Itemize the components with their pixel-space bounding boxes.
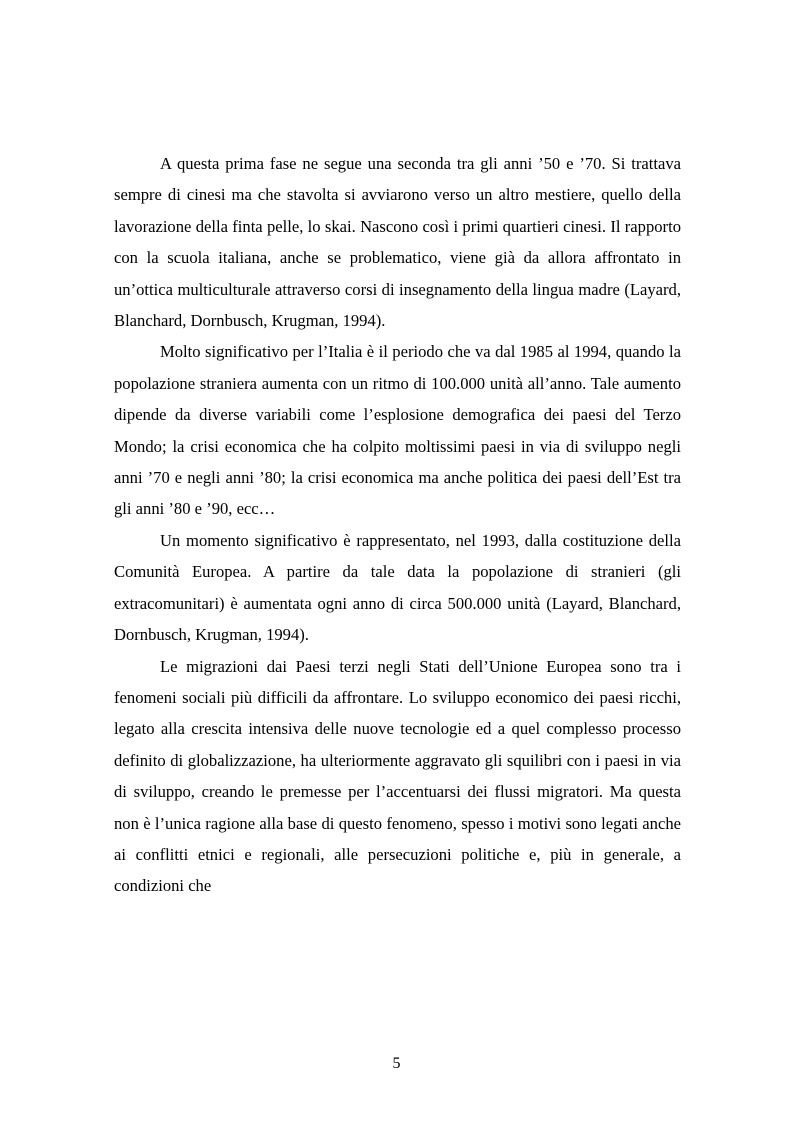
paragraph-4: Le migrazioni dai Paesi terzi negli Stati dell’Unione Europea sono tra i fenomeni sociali più difficili da affrontare. Lo sviluppo economico dei paesi ricchi, legato alla crescita intensiva delle nuove tecnologie ed a quel complesso processo definito di globalizzazione, ha ulteriormente aggravato gli squilibri con i paesi in via di sviluppo, creando le premesse per l’accentuarsi dei flussi migratori. Ma questa non è l’unica ragione alla base di questo fenomeno, spesso i motivi sono legati anche ai conflitti etnici e regionali, alle persecuzioni politiche e, più in generale, a condizioni che xyxy=(114,656,681,896)
paragraph-2: Molto significativo per l’Italia è il periodo che va dal 1985 al 1994, quando la popolazione straniera aumenta con un ritmo di 100.000 unità all’anno. Tale aumento dipende da diverse variabili come l’esplosione demografica dei paesi del Terzo Mondo; la crisi economica che ha colpito moltissimi paesi in via di sviluppo negli anni ’70 e negli anni ’80; la crisi economica ma anche politica dei paesi dell’Est tra gli anni ’80 e ’90, ecc… xyxy=(114,342,681,519)
page-number: 5 xyxy=(392,1055,401,1072)
body-text xyxy=(114,148,681,902)
paragraph-1: A questa prima fase ne segue una seconda tra gli anni ’50 e ’70. Si trattava sempre di cinesi ma che stavolta si avviarono verso un altro mestiere, quello della lavorazione della finta pelle, lo skai. Nascono così i primi quartieri cinesi. Il rapporto con la scuola italiana, anche se problematico, viene già da allora affrontato in un’ottica multiculturale attraverso corsi di insegnamento della lingua madre (Layard, Blanchard, Dornbusch, Krugman, 1994). xyxy=(114,154,681,331)
paragraph-3: Un momento significativo è rappresentato, nel 1993, dalla costituzione della Comunità Europea. A partire da tale data la popolazione di stranieri (gli extracomunitari) è aumentata ogni anno di circa 500.000 unità (Layard, Blanchard, Dornbusch, Krugman, 1994). xyxy=(114,530,681,645)
